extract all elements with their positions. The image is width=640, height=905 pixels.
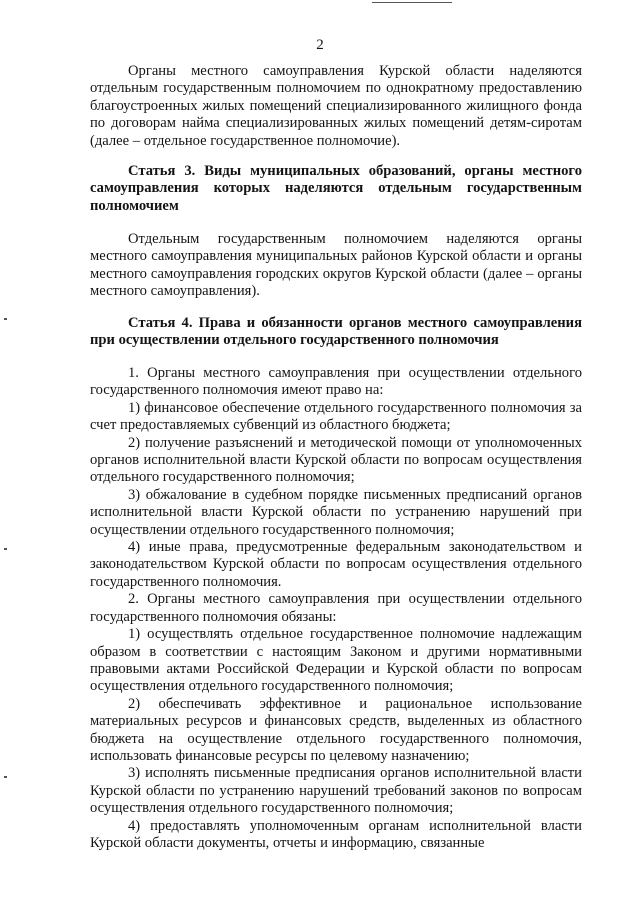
article4-body <box>90 365 582 852</box>
article4-paragraph: 2) получение разъяснений и методической помощи от уполномоченных органов исполнительной власти Курской области по вопросам осуществления отдельного государственного полномочия; <box>90 434 582 486</box>
article3-heading <box>90 163 582 215</box>
article4-paragraph: 2) обеспечивать эффективное и рациональное использование материальных ресурсов и финансовых средств, выделенных из областного бюджета на осуществление отдельного государственного полномочия, использовать финансовые ресурсы по целевому назначению; <box>90 695 582 764</box>
article3-body <box>90 231 582 301</box>
intro-block <box>90 63 582 150</box>
article3-title: Статья 3. Виды муниципальных образований, органы местного самоуправления которых наделяются отдельным государственным полномочием <box>90 163 582 214</box>
scan-mark-top <box>372 2 452 3</box>
article4-paragraph: 3) исполнять письменные предписания органов исполнительной власти Курской области по устранению нарушений требований законов по вопросам осуществления отдельного государственного полномочия; <box>90 765 582 817</box>
intro-paragraph: Органы местного самоуправления Курской области наделяются отдельным государственным полномочием по однократному предоставлению благоустроенных жилых помещений специализированного жилищного фонда по договорам найма специализированных жилых помещений детям-сиротам (далее – отдельное государственное полномочие). <box>90 63 582 149</box>
article4-paragraph: 1) осуществлять отдельное государственное полномочие надлежащим образом в соответствии с настоящим Законом и другими нормативными правовыми актами Российской Федерации и Курской области по вопросам осуществления отдельного государственного полномочия; <box>90 626 582 695</box>
article4-paragraph: 3) обжалование в судебном порядке письменных предписаний органов исполнительной власти Курской области по устранению нарушений при осуществлении отдельного государственного полномочия; <box>90 486 582 538</box>
scan-mark-left-1 <box>4 318 7 320</box>
article4-paragraph: 4) предоставлять уполномоченным органам исполнительной власти Курской области документы, отчеты и информацию, связанные <box>90 817 582 851</box>
article4-paragraph: 2. Органы местного самоуправления при осуществлении отдельного государственного полномочия обязаны: <box>90 591 582 625</box>
scan-mark-left-3 <box>4 776 7 778</box>
article4-paragraph: 1) финансовое обеспечение отдельного государственного полномочия за счет предоставляемых субвенций из областного бюджета; <box>90 399 582 434</box>
article4-title: Статья 4. Права и обязанности органов местного самоуправления при осуществлении отдельного государственного полномочия <box>90 315 582 349</box>
page-number: 2 <box>316 37 324 53</box>
article4-heading <box>90 315 582 350</box>
article4-paragraph: 4) иные права, предусмотренные федеральным законодательством и законодательством Курской области по вопросам осуществления отдельного государственного полномочия. <box>90 539 582 590</box>
scan-mark-left-2 <box>4 548 7 550</box>
article3-paragraph: Отдельным государственным полномочием наделяются органы местного самоуправления муниципальных районов Курской области и органы местного самоуправления городских округов Курской области (далее – органы местного самоуправления). <box>90 231 582 300</box>
article4-paragraph: 1. Органы местного самоуправления при осуществлении отдельного государственного полномочия имеют право на: <box>90 365 582 399</box>
